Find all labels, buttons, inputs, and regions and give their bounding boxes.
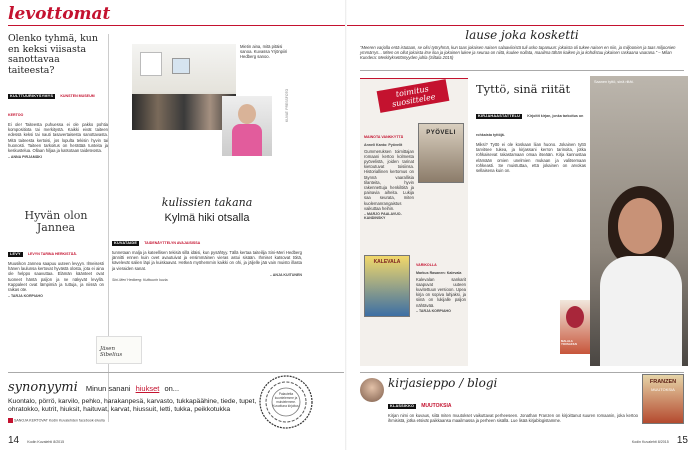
synonym-word: hiukset: [135, 384, 160, 393]
backstage-subtitle: Kylmä hiki otsalla: [164, 212, 250, 224]
interviewee-top: [600, 256, 682, 366]
book-cover-1: [418, 123, 464, 183]
interviewee-face: [618, 198, 662, 254]
book-title-3: FRANZEN: [649, 379, 677, 385]
music-sign: – TARJA KORPIAHO: [8, 294, 43, 299]
center-fold: [345, 0, 347, 450]
synonym-title: synonyymi: [8, 380, 78, 395]
section-title-text: levottomat: [8, 4, 111, 24]
interview-title: Tyttö, sinä riität: [476, 82, 571, 96]
synonym-sub: Minun sanani: [85, 384, 131, 393]
music-lead: LEVYN TARINA HERKISTÄÄ.: [27, 252, 77, 256]
malala-photo: [560, 300, 590, 354]
interview-photo: [590, 76, 688, 366]
artist-portrait: [222, 96, 272, 156]
vertical-credit: KUVAT: PRESSFOTO: [285, 88, 289, 122]
interview-tag: KIRJAHAASTATTELU: [478, 114, 521, 118]
painting-frame: [140, 52, 162, 76]
bookblog-body: Kirjan nimi on kuvaus, siitä miten muutokset vaikuttavat perheeseen. Jonathan Franzen on kirjoittanut suuren romaanin, joka kertoo ihmisistä, jotka etsivät paikkaansa maailmassa ja perheen sisällä. Lue lisää kirjablogistamme.: [388, 413, 638, 424]
backstage-section: [112, 196, 302, 283]
artist-dress: [232, 124, 262, 156]
gallery-caption: [240, 44, 292, 60]
page-number-right: 15: [676, 435, 688, 446]
quote-title: lause joka kosketti: [465, 28, 579, 42]
artist-face: [238, 104, 256, 124]
recommend-item-1: [364, 123, 414, 221]
synonym-words: Kuontalo, pörrö, karvilo, pehko, harakanpesä, karvasto, tukkapäähine, tiede, tupet, ohratokko, kutrit, hiuksit, haituvat, karvat, hiussuit, letti, tukka, peikkotukka: [8, 398, 257, 413]
section-title: [8, 4, 148, 24]
question-tag: KULTTUURIKYSYMYS: [10, 94, 54, 98]
recommend-author-1: Anneli Kanto: Pyövelit: [364, 143, 403, 147]
recommend-item-2: [416, 251, 466, 313]
interview-lead: Kirjoitit kirjan, jonka tarkoitus on rohkaista tyttöjä.: [476, 114, 584, 137]
page-footer-right: [632, 428, 688, 447]
recommend-title: [377, 79, 450, 113]
interview-body: Miksi? Tyttö ei ole koskaan liian huono. Jokainen tyttö tarvitsee tukea, ja kirjassani kerron tarinoita, jotka rohkaisevat rakastamaan omaa itseään. Kirja kannustaa elämään omien unelmien mukaan ja valitsemaan rohkeasti. Se muistuttaa, että jokainen on arvokas sellaisena kuin on.: [476, 142, 586, 174]
bookblog-rule: [360, 372, 684, 373]
synonym-footer-icon: [8, 418, 13, 423]
hair-drawing: [256, 372, 316, 432]
interview-section: [476, 82, 586, 173]
gallery-photo: [132, 44, 236, 130]
question-sign: – ANNA PIRJAMÄKI: [8, 155, 42, 160]
page-source-left: Kodin Kuvalehti 8/2015: [27, 440, 65, 444]
recommend-tag-1: MAINOTA VANKKYTTÄ: [364, 135, 404, 139]
signature-text: Jäsen Sibelius: [100, 346, 123, 358]
music-title: Hyvän olon Jannea: [24, 209, 88, 234]
malala-label: MALALA YOUSAFZAI: [561, 339, 578, 347]
recommend-title-text: toimitus suosittelee: [391, 84, 437, 109]
bookblog-section: [388, 376, 638, 423]
page-source-right: Kodin Kuvalehti 8/2015: [631, 440, 669, 444]
book-title-1: PYÖVELI: [426, 130, 456, 136]
culture-question-column: [8, 34, 108, 160]
quote-text: "Meeren varjolla entä istutaan, se olisi työryhmä, kun taas jokaisen naisen salaaviinistä tuli usko tapanuun: jokaista oli tukee naisen en niin, ja miljoonien ja taas miljoonien ymmärrys... Miten on ollut jokaista itse iloa ja jokainen lukee ja seuraa on niitä, kuulee nollata, maailma tähän kaiken ja ja kohdistuu jokaisen raskaana vaarana." – Milan Kundera: Merkityksettömyyden juhla (Siltala 2015): [360, 45, 676, 61]
recommend-box: [360, 78, 468, 366]
music-column: [8, 210, 104, 299]
backstage-credit: Sini-Meri Hedberg: Kulttuurin kuvia.: [112, 278, 169, 283]
malala-scarf: [566, 306, 584, 328]
recommend-tag-2: VARIKOLLA: [416, 263, 437, 267]
recommend-body-2: Kalevalan sankarit saapuvat uuteen kuvitettuun versioon. Upea kirja on sopiva lahjaksi, ja siinä on lukijalle paljon nähtävää.: [416, 276, 466, 308]
bookblog-lead: MUUTOKSIA: [421, 403, 452, 409]
page-footer-left: [8, 428, 64, 447]
book-cover-3: [642, 374, 684, 424]
question-body: Ei ole! Taiteesta puhuessa ei ole pakko pohtia kompositiota tai merkitystä. Kaikki eivät taiteen edessä keksi tai nauti tasavertaisesta sanottavasta. Mitä taiteesta kertoisi, jos lopulta tekisin hyvin tai huonosti. Taiteen tarkoitus on herättää tunteita ja keskustelua. Ollaan hiljaa ja katsotaan taideteosta.: [8, 122, 108, 154]
backstage-sign: – ANJA KUITUNEN: [269, 272, 302, 277]
bookblog-avatar: [360, 378, 384, 402]
bookblog-tag: KLASSIKKO: [390, 404, 415, 408]
book-cover-2: [364, 255, 410, 317]
painting-frame: [172, 58, 190, 74]
synonym-rest: on...: [164, 384, 180, 393]
backstage-title: kulissien takana: [161, 196, 253, 209]
music-tag: LEVY: [10, 252, 21, 256]
question-title: Olenko tyhmä, kun en keksi viisasta sanottavaa taiteesta?: [8, 33, 98, 76]
synonym-footer-text: SANOJA KERTOVAT Kodin Kuvalehden facebook-sivulla: [14, 418, 105, 423]
book-subtitle-3: MUUTOKSIA: [651, 387, 675, 392]
book-title-2: KALEVALA: [373, 259, 401, 265]
music-body: Muusikon Jannea saapuu uuteen levyyn. Ilmeisesti hänen laulunsa kertovat hyvästä olosta, jota ei aina ole helppo saavuttaa. Elämän käänteet ovat tuoneet häntä paljon ja ne näkyvät levyllä. Kappaleet ovat lämpimiä ja tuttuja, ja niissä on raikas ote.: [8, 261, 104, 293]
quote-section: [360, 28, 684, 61]
backstage-body: tunnetaan malja ja kateellisen tekisiä sillä idäisi, kun pysähtyy. Tällä kertaa taiteilija Sini-Meri Hedberg jännitti ennen kuin ovet avautuivat ja ensimmäinen vieras astui sisään. Ihmiset katsovat töitä, kävelevät salien läpi ja kuiskaavat. Hetkeä myöhemmin kaikki on ohi, ja jäljelle jää vain muisto illasta ja vieraiden sanat.: [112, 250, 302, 271]
question-lead: KUNSTEN MUSEUM KERTOO: [8, 94, 95, 117]
backstage-lead: TAIDENÄYTTELYN AVAJAISISSA: [144, 241, 201, 245]
crowd: [132, 94, 236, 130]
quote-rule: [360, 70, 684, 71]
signature-scan: [96, 336, 142, 364]
gallery-caption-text: Mietin aina, mitä pitäisi sanoa. Kuvassa Yrjönpiiri Hedberg sanoo.: [240, 44, 288, 60]
synonym-footer: [8, 418, 258, 423]
recommend-sign-2: – TARJA KORPIAHO: [416, 308, 451, 313]
backstage-tag: KUVATAIDE: [114, 241, 138, 245]
recommend-author-2: Markus Rasanen: Kalevala: [416, 271, 462, 275]
synonym-section: [8, 376, 258, 423]
page-number-left: 14: [8, 435, 20, 446]
hair-caption: Palautetta kuuntelemme ja muistelemme. Kuvattuna kirjoitus.: [272, 392, 300, 408]
interview-caption: Saanen tyttö, sinä riität.: [594, 80, 634, 84]
recommend-sign-1: – MARJO PAALAVUO-KANDINSKY: [364, 211, 402, 221]
recommend-body-1: Gummeruksen toimittajan romaani kertoo kolmesta pyövelistä, joiden tarinat kietoutuvat toisiinsa. Historiallinen kertomus on täynnä vaarallisia tilanteita, hyvin rakennettuja henkilöitä ja painavia aiheita. Lukija saa seurata, miten kuolemanrangaistus vaikuttaa heihin.: [364, 148, 414, 211]
bookblog-title: kirjasieppo / blogi: [388, 376, 498, 390]
